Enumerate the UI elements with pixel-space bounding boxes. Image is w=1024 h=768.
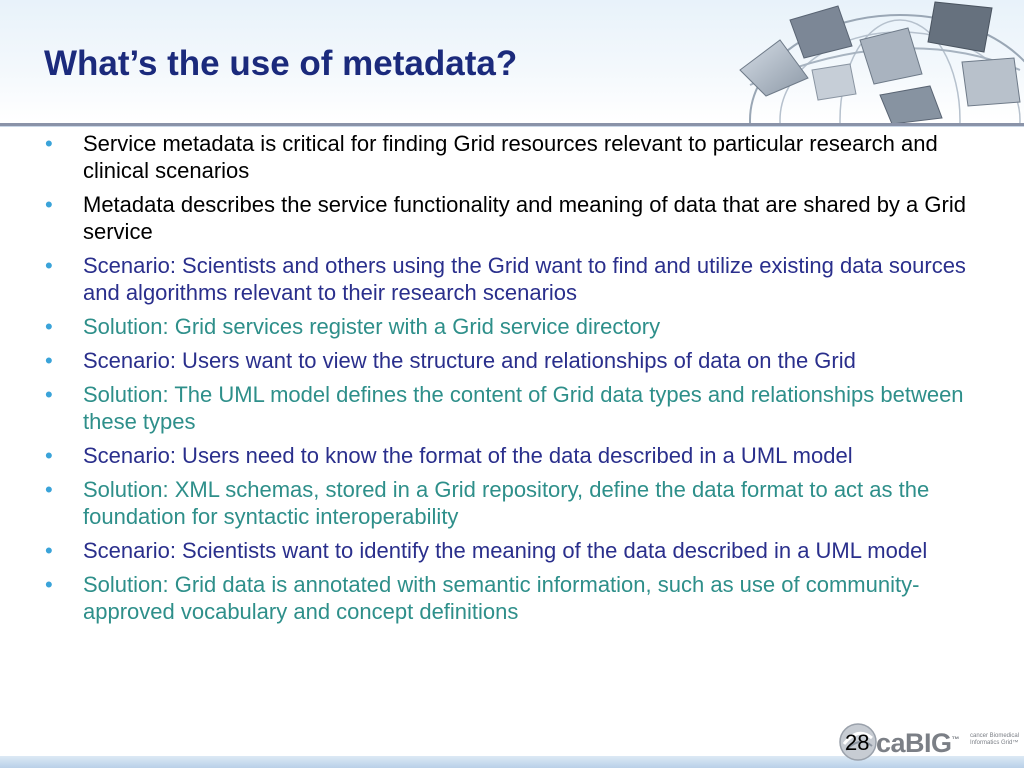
bullet-marker: • xyxy=(45,572,53,597)
bullet-marker: • xyxy=(45,192,53,217)
bullet-text: Scenario: Users need to know the format of the data described in a UML model xyxy=(83,443,853,468)
bullet-marker: • xyxy=(45,131,53,156)
bullet-item-solution xyxy=(44,571,974,625)
bullet-text: Scenario: Users want to view the structure and relationships of data on the Grid xyxy=(83,348,856,373)
bullet-text: Scenario: Scientists and others using the Grid want to find and utilize existing data sources and algorithms relevant to their research scenarios xyxy=(83,253,966,305)
bullet-marker: • xyxy=(45,477,53,502)
bullet-marker: • xyxy=(45,538,53,563)
bullet-item-scenario xyxy=(44,537,974,564)
bullet-marker: • xyxy=(45,253,53,278)
bullet-text: Solution: The UML model defines the content of Grid data types and relationships between these types xyxy=(83,382,964,434)
bullet-item-solution xyxy=(44,476,974,530)
bullet-marker: • xyxy=(45,443,53,468)
page-number: 28 xyxy=(845,730,870,755)
bullet-marker: • xyxy=(45,314,53,339)
bullet-text: Metadata describes the service functionality and meaning of data that are shared by a Grid service xyxy=(83,192,966,244)
title-divider-highlight xyxy=(0,126,1024,127)
slide-title: What’s the use of metadata? xyxy=(44,44,518,83)
bullet-text: Solution: Grid services register with a Grid service directory xyxy=(83,314,661,339)
bullet-text: Solution: Grid data is annotated with semantic information, such as use of community-approved vocabulary and concept definitions xyxy=(83,572,920,624)
bullet-item xyxy=(44,130,974,184)
logo-tagline: cancer Biomedical Informatics Grid™ xyxy=(970,733,1020,746)
bullet-list xyxy=(44,130,974,632)
globe-collage-icon xyxy=(730,0,1024,125)
logo-name: caBIG xyxy=(876,728,952,758)
logo-wordmark xyxy=(876,728,959,759)
bullet-text: Scenario: Scientists want to identify the meaning of the data described in a UML model xyxy=(83,538,928,563)
bullet-item-scenario xyxy=(44,442,974,469)
bullet-item xyxy=(44,191,974,245)
bullet-item-scenario xyxy=(44,347,974,374)
bullet-text: Service metadata is critical for finding Grid resources relevant to particular research and clinical scenarios xyxy=(83,131,938,183)
logo-trademark: ™ xyxy=(951,735,960,744)
bullet-marker: • xyxy=(45,348,53,373)
bullet-item-solution xyxy=(44,381,974,435)
bullet-item-scenario xyxy=(44,252,974,306)
bullet-item-solution xyxy=(44,313,974,340)
bullet-text: Solution: XML schemas, stored in a Grid repository, define the data format to act as the foundation for syntactic interoperability xyxy=(83,477,930,529)
bullet-marker: • xyxy=(45,382,53,407)
